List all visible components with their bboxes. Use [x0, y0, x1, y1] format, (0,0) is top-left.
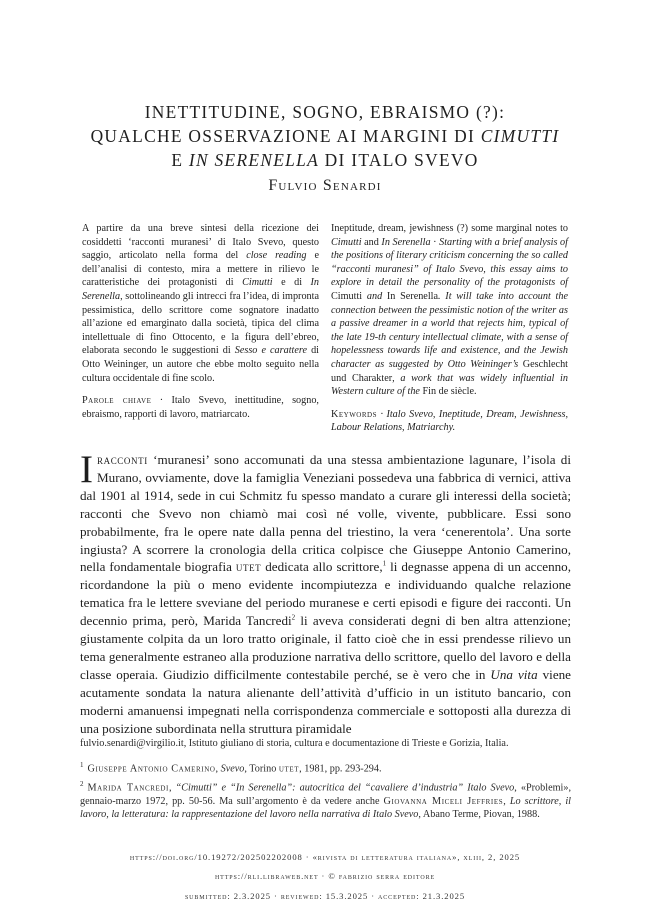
article-title	[40, 100, 610, 172]
title-text-3c: DI ITALO SVEVO	[319, 150, 479, 170]
fn-seg: “Cimutti” e “In Serenella”: autocritica del “cavaliere d’industria” Italo Svevo	[175, 781, 515, 793]
abs-en-seg: ·	[430, 236, 440, 248]
abs-en-seg: and	[362, 290, 387, 302]
abs-en-seg: , a work that was widely influential in Western culture of the	[331, 372, 568, 398]
fn-seg: ,	[215, 762, 221, 774]
abs-it-seg: e dell’analisi di contesto, mira a mettere in rilievo le caratteristiche dei protagonisti di	[82, 250, 319, 289]
abs-en-seg: Cimutti	[331, 236, 362, 248]
body-seg: li degnasse appena di un accenno, ricordandone la più o meno evidente incompiutezza e individuando qualche relazione tematica fra le lettere sveviane del periodo muranese e certi episodi e figure dei racconti. Un decennio prima, però, Marida Tancredi	[80, 559, 572, 629]
abs-en-seg: Ineptitude, dream, jewishness (?) some marginal notes to	[331, 223, 568, 234]
keywords-label: Parole chiave	[82, 395, 152, 407]
site-line[interactable]: https://rli.libraweb.net · © fabrizio serra editore	[214, 871, 436, 881]
body-seg: li aveva considerati degni di ben altra attenzione; giustamente colpita da un loro tratto originale, il fatto cioè che in essi prendesse rilievo un tema generalmente estraneo alla produzione narrativa dello scrittore, quello del lavoro e della classe operaia. Giudizio difficilmente contestabile perché, se è vero che in	[80, 613, 571, 682]
fn-seg: , «Problemi», gennaio-marzo 1972, pp. 50-56. Ma sull’argomento è da vedere anche	[80, 781, 571, 807]
abs-en-seg: de siècle.	[436, 386, 477, 398]
abs-en-seg: Cimutti	[331, 290, 363, 302]
abs-it-seg: e di	[272, 277, 311, 289]
abs-en-seg: In Serenella	[381, 236, 431, 248]
fn-seg: , Abano Terme, Piovan, 1988.	[418, 809, 540, 821]
body-seg: ‘muranesi’ sono accomunati da una stessa ambientazione lagunare, l’isola di Murano, ovviamente, dove la famiglia Veneziani possedeva una fabbrica di vernici, attiva dal 1901 al 1914, sede in cui Schmitz fu spesso mandato a curare gli interessi della società; racconti che Svevo non chiamò mai così né volle, vivente, pubblicare. Essi sono probabilmente, fra le opere nate dalla penna del triestino, la vera ‘cenerentola’. Una sorte ingiusta? A scorrere la cronologia della critica colpisce che Giuseppe Antonio Camerino, nella fondamentale biografia	[80, 452, 571, 575]
fn-seg: utet	[278, 762, 300, 774]
footnote-2	[80, 778, 571, 822]
abs-it-seg: close reading	[246, 250, 307, 262]
title-text-2b: CIMUTTI	[480, 126, 560, 146]
keywords-label: Keywords	[331, 408, 377, 420]
abstract-english	[331, 222, 568, 435]
abs-it-seg: di Otto Weininger, un autore che ebbe molto seguito nella cultura occidentale di fine scolo.	[82, 345, 319, 384]
footnote-number: 1	[80, 760, 84, 769]
fn-seg: ,	[168, 781, 176, 793]
footnote-ref-1[interactable]: 1	[382, 560, 387, 569]
abs-it-seg: Cimutti	[242, 277, 273, 289]
abs-it-seg: , sottolineando gli intrecci fra l’idea, di impronta pessimistica, dello scrittore come sognatore inadatto all’azione ed emarginato dalla società, tipica del clima intellettuale di fino Ottocento, e la figura dell’ebreo, elaborata secondo le suggestioni di	[82, 290, 319, 357]
fn-seg: , Torino	[244, 762, 279, 774]
fn-seg: Lo scrittore, il lavoro, la letteratura: la rappresentazione del lavoro nella narrativa di Italo Svevo	[80, 795, 571, 821]
fn-seg: Giovanna Miceli Jeffries	[383, 795, 504, 807]
abs-it-seg: Sesso e carattere	[234, 345, 307, 357]
footnotes	[80, 737, 571, 824]
abs-it-seg: A partire da una breve sintesi della ricezione dei cosiddetti ‘racconti muranesi’ di Italo Svevo, questo saggio, articolato nella forma del	[82, 223, 319, 262]
body-text	[80, 448, 572, 738]
body-paragraph	[80, 448, 572, 738]
footnote-number: 2	[80, 779, 84, 788]
title-text-3a: E	[171, 150, 189, 170]
first-word: racconti	[97, 452, 148, 467]
body-seg: viene acutamente sondata la natura alienante dell’attività d’ufficio in un istituto bancario, con moderni amanuensi impegnati nella corrispondenza commerciale e sottoposti alla durezza di una posizione subordinata nella struttura piramidale	[80, 666, 571, 736]
body-seg: dedicata allo scrittore,	[261, 559, 383, 575]
fn-seg: , 1981, pp. 293-294.	[299, 762, 382, 774]
abs-en-seg: . It will take into account the connection between the pessimistic notion of the writer as a passive dreamer in a world that rejects him, typical of the late 19-th century intellectual climate, with a sense of hopelessness towards life and existence, and the Jewish character as suggested by Otto Weininger’s	[331, 290, 568, 370]
keywords-text: · Italo Svevo, Ineptitude, Dream, Jewishness, Labour Relations, Matriarchy.	[331, 408, 568, 434]
footnote-1	[80, 759, 571, 776]
fn-seg: ,	[503, 795, 510, 807]
keywords-italian	[82, 394, 319, 421]
title-text-2a: QUALCHE OSSERVAZIONE AI MARGINI DI	[90, 126, 481, 146]
dates-line: submitted: 2.3.2025 · reviewed: 15.3.2025 · accepted: 21.3.2025	[184, 891, 466, 901]
abs-it-seg: In Serenella	[82, 277, 319, 302]
title-line-1	[40, 100, 610, 124]
footnote-ref-2[interactable]: 2	[291, 613, 296, 622]
title-line-2	[40, 124, 610, 148]
abs-en-seg: and	[361, 236, 382, 248]
abs-en-seg: Starting with a brief analysis of the positions of literary criticism concerning the so called “racconti muranesi” of Italo Svevo, this essay aims to explore in detail the personality of the protagonists of	[331, 236, 568, 289]
title-line-3	[40, 148, 610, 172]
title-text-3b: IN SERENELLA	[188, 150, 320, 170]
abstract-english-text	[331, 222, 568, 399]
fn-seg: Svevo	[220, 762, 245, 774]
abs-en-seg: Geschlecht und Charakter	[331, 358, 568, 384]
author-affiliation: fulvio.senardi@virgilio.it, Istituto giuliano di storia, cultura e documentazione di Trieste e Gorizia, Italia.	[80, 738, 509, 749]
fn-seg: Marida Tancredi	[87, 781, 169, 793]
abstract-italian-text	[82, 222, 319, 385]
fn-seg: Giuseppe Antonio Camerino	[87, 762, 216, 774]
abstract-italian	[82, 222, 319, 421]
abs-en-seg: In Serenella	[386, 290, 439, 302]
body-seg: utet	[235, 559, 262, 575]
keywords-text: · Italo Svevo, inettitudine, sogno, ebraismo, rapporti di lavoro, matriarcato.	[82, 395, 319, 420]
doi-line[interactable]: https://doi.org/10.19272/202502202008 · «rivista di letteratura italiana», xliii, 2, 2025	[129, 852, 521, 862]
abs-en-seg: Fin	[422, 386, 437, 398]
body-seg: Una vita	[490, 666, 538, 682]
keywords-english	[331, 408, 568, 435]
author-name: Fulvio Senardi	[268, 177, 382, 194]
drop-cap: I	[80, 448, 93, 491]
title-text-1: INETTITUDINE, SOGNO, EBRAISMO (?):	[144, 102, 506, 122]
